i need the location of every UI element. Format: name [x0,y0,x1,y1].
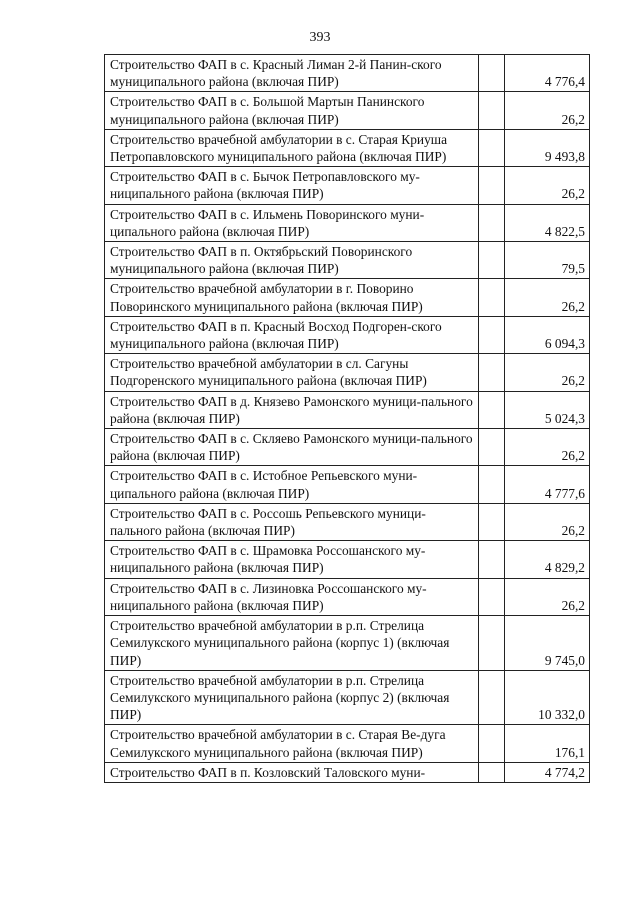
empty-cell [479,725,505,762]
empty-cell [479,204,505,241]
table-row [105,354,590,391]
table-row [105,670,590,725]
item-name-cell: Строительство ФАП в с. Скляево Рамонского муници-пального района (включая ПИР) [105,429,479,466]
empty-cell [479,670,505,725]
amount-cell: 26,2 [505,503,590,540]
page-number: 393 [309,30,331,45]
table-row [105,578,590,615]
item-name-cell: Строительство ФАП в д. Князево Рамонского муници-пального района (включая ПИР) [105,391,479,428]
item-name-cell: Строительство врачебной амбулатории в с. Старая Ве-дуга Семилукского муниципального района (включая ПИР) [105,725,479,762]
table-row [105,279,590,316]
table-row [105,129,590,166]
table-row [105,762,590,782]
budget-table [104,54,590,783]
amount-cell: 4 774,2 [505,762,590,782]
table-row [105,541,590,578]
amount-cell: 4 822,5 [505,204,590,241]
empty-cell [479,55,505,92]
empty-cell [479,578,505,615]
item-name-cell: Строительство врачебной амбулатории в р.п. Стрелица Семилукского муниципального района (корпус 1) (включая ПИР) [105,616,479,671]
empty-cell [479,503,505,540]
empty-cell [479,354,505,391]
empty-cell [479,279,505,316]
item-name-cell: Строительство ФАП в с. Большой Мартын Панинского муниципального района (включая ПИР) [105,92,479,129]
item-name-cell: Строительство врачебной амбулатории в сл. Сагуны Подгоренского муниципального района (включая ПИР) [105,354,479,391]
amount-cell: 5 024,3 [505,391,590,428]
item-name-cell: Строительство ФАП в с. Шрамовка Россошанского му-ниципального района (включая ПИР) [105,541,479,578]
amount-cell: 26,2 [505,92,590,129]
amount-cell: 26,2 [505,167,590,204]
empty-cell [479,429,505,466]
amount-cell: 26,2 [505,354,590,391]
empty-cell [479,391,505,428]
item-name-cell: Строительство врачебной амбулатории в р.п. Стрелица Семилукского муниципального района (корпус 2) (включая ПИР) [105,670,479,725]
empty-cell [479,242,505,279]
empty-cell [479,762,505,782]
amount-cell: 26,2 [505,429,590,466]
amount-cell: 4 777,6 [505,466,590,503]
empty-cell [479,541,505,578]
table-row [105,167,590,204]
amount-cell: 9 493,8 [505,129,590,166]
empty-cell [479,616,505,671]
item-name-cell: Строительство ФАП в с. Красный Лиман 2-й Панин-ского муниципального района (включая ПИР) [105,55,479,92]
item-name-cell: Строительство врачебной амбулатории в с. Старая Криуша Петропавловского муниципального района (включая ПИР) [105,129,479,166]
item-name-cell: Строительство ФАП в с. Ильмень Поворинского муни-ципального района (включая ПИР) [105,204,479,241]
empty-cell [479,316,505,353]
table-row [105,466,590,503]
item-name-cell: Строительство врачебной амбулатории в г. Поворино Поворинского муниципального района (включая ПИР) [105,279,479,316]
table-row [105,429,590,466]
table-row [105,316,590,353]
amount-cell: 6 094,3 [505,316,590,353]
amount-cell: 10 332,0 [505,670,590,725]
amount-cell: 79,5 [505,242,590,279]
table-row [105,242,590,279]
empty-cell [479,129,505,166]
table-row [105,92,590,129]
table-row [105,55,590,92]
empty-cell [479,92,505,129]
item-name-cell: Строительство ФАП в п. Красный Восход Подгорен-ского муниципального района (включая ПИР) [105,316,479,353]
table-row [105,391,590,428]
amount-cell: 26,2 [505,578,590,615]
table-row [105,725,590,762]
table-row [105,616,590,671]
item-name-cell: Строительство ФАП в с. Лизиновка Россошанского му-ниципального района (включая ПИР) [105,578,479,615]
amount-cell: 26,2 [505,279,590,316]
amount-cell: 176,1 [505,725,590,762]
table-row [105,204,590,241]
item-name-cell: Строительство ФАП в с. Бычок Петропавловского му-ниципального района (включая ПИР) [105,167,479,204]
empty-cell [479,167,505,204]
table-body [105,55,590,783]
amount-cell: 4 829,2 [505,541,590,578]
item-name-cell: Строительство ФАП в п. Октябрьский Поворинского муниципального района (включая ПИР) [105,242,479,279]
empty-cell [479,466,505,503]
item-name-cell: Строительство ФАП в п. Козловский Таловского муни- [105,762,479,782]
item-name-cell: Строительство ФАП в с. Россошь Репьевского муници-пального района (включая ПИР) [105,503,479,540]
amount-cell: 4 776,4 [505,55,590,92]
item-name-cell: Строительство ФАП в с. Истобное Репьевского муни-ципального района (включая ПИР) [105,466,479,503]
table-row [105,503,590,540]
amount-cell: 9 745,0 [505,616,590,671]
